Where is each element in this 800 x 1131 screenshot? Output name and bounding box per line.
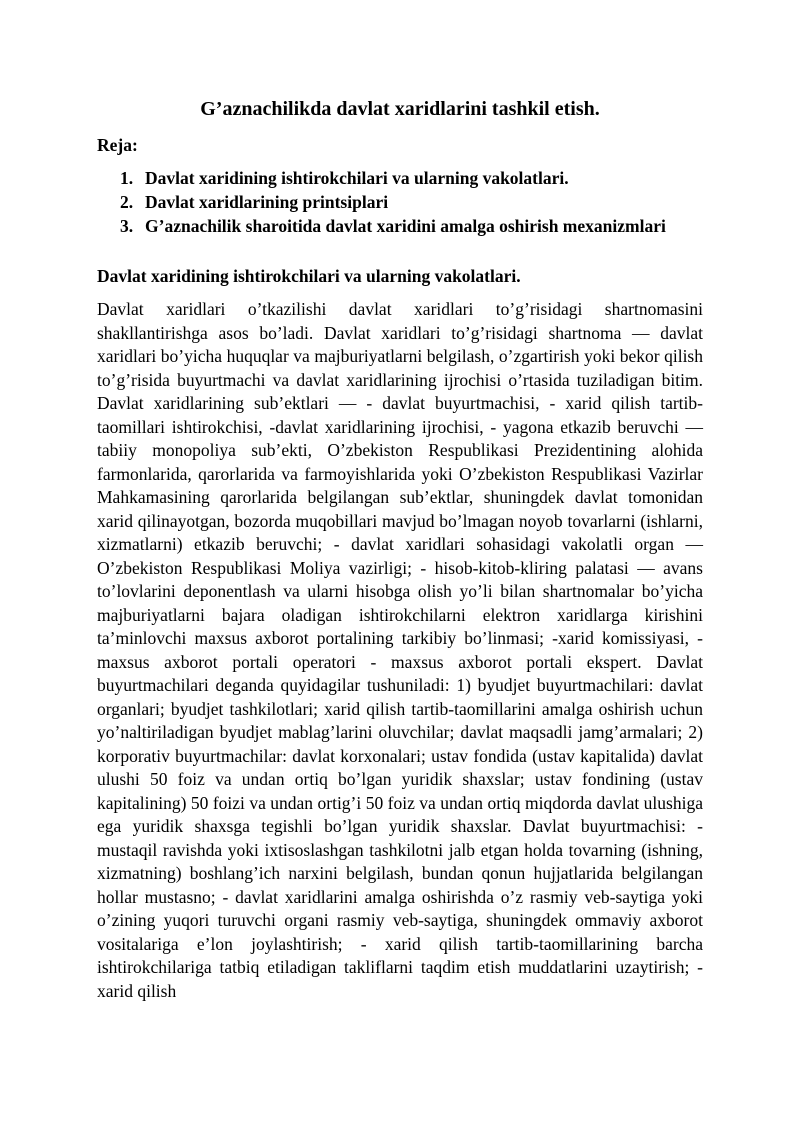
body-paragraph: Davlat xaridlari o’tkazilishi davlat xaridlari to’g’risidagi shartnomasini shakllantirishga asos bo’ladi. Davlat xaridlari to’g’risidagi shartnoma — davlat xaridlari bo’yicha huquqlar va majburiyatlarni belgilash, o’zgartirish yoki bekor qilish to’g’risida buyurtmachi va davlat xaridlarining ijrochisi o’rtasida tuziladigan bitim. Davlat xaridlarining sub’ektlari — - davlat buyurtmachisi, - xarid qilish tartib-taomillari ishtirokchisi, -davlat xaridlarining ijrochisi, - yagona etkazib beruvchi — tabiiy monopoliya sub’ekti, O’zbekiston Respublikasi Prezidentining alohida farmonlarida, qarorlarida va farmoyishlarida yoki O’zbekiston Respublikasi Vazirlar Mahkamasining qarorlarida belgilangan sub’ektlar, shuningdek davlat tomonidan xarid qilinayotgan, bozorda muqobillari mavjud bo’lmagan noyob tovarlarni (ishlarni, xizmatlarni) etkazib beruvchi; - davlat xaridlari sohasidagi vakolatli organ — O’zbekiston Respublikasi Moliya vazirligi; - hisob-kitob-kliring palatasi — avans to’lovlarini deponentlash va ularni hisobga olish yo’li bilan shartnomalar bo’yicha majburiyatlarni bajara oladigan ishtirokchilarni elektron xaridlarga kirishini ta’minlovchi maxsus axborot portalining tarkibiy bo’linmasi; -xarid komissiyasi, -maxsus axborot portali operatori - maxsus axborot portali ekspert. Davlat buyurtmachilari deganda quyidagilar tushuniladi: 1) byudjet buyurtmachilari: davlat organlari; byudjet tashkilotlari; xarid qilish tartib-taomillarini amalga oshirish uchun yo’naltiriladigan byudjet mablag’larini oluvchilar; davlat maqsadli jamg’armalari; 2) korporativ buyurtmachilar: davlat korxonalari; ustav fondida (ustav kapitalida) davlat ulushi 50 foiz va undan ortiq bo’lgan yuridik shaxslar; ustav fondining (ustav kapitalining) 50 foizi va undan ortig’i 50 foiz va undan ortiq miqdorda davlat ulushiga ega yuridik shaxsga tegishli bo’lgan yuridik shaxslar. Davlat buyurtmachisi: - mustaqil ravishda yoki ixtisoslashgan tashkilotni jalb etgan holda tovarning (ishning, xizmatning) boshlang’ich narxini belgilash, bundan qonun hujjatlarida belgilangan hollar mustasno; - davlat xaridlarini amalga oshirishda o’z rasmiy veb-saytiga yoki o’zining yuqori turuvchi organi rasmiy veb-saytiga, shuningdek ommaviy axborot vositalariga e’lon joylashtirish; - xarid qilish tartib-taomillarining barcha ishtirokchilariga tatbiq etiladigan takliflarni taqdim etish muddatlarini uzaytirish; - xarid qilish: [97, 299, 703, 1001]
section-heading: Davlat xaridining ishtirokchilari va ularning vakolatlari.: [97, 266, 521, 286]
document-title: G’aznachilikda davlat xaridlarini tashkil etish.: [200, 98, 600, 120]
plan-label: Reja:: [97, 135, 138, 155]
plan-item-text: G’aznachilik sharoitida davlat xaridini amalga oshirish mexanizmlari: [145, 216, 666, 236]
plan-item-text: Davlat xaridlarining printsiplari: [145, 192, 389, 212]
plan-item-number: 2.: [120, 192, 134, 212]
plan-item: [97, 166, 703, 190]
document-page: [97, 96, 703, 1003]
plan-item-number: 3.: [120, 216, 134, 236]
plan-item: [97, 214, 703, 238]
plan-item: [97, 190, 703, 214]
plan-item-number: 1.: [120, 168, 134, 188]
plan-list: [97, 166, 703, 238]
plan-item-text: Davlat xaridining ishtirokchilari va ularning vakolatlari.: [145, 168, 569, 188]
